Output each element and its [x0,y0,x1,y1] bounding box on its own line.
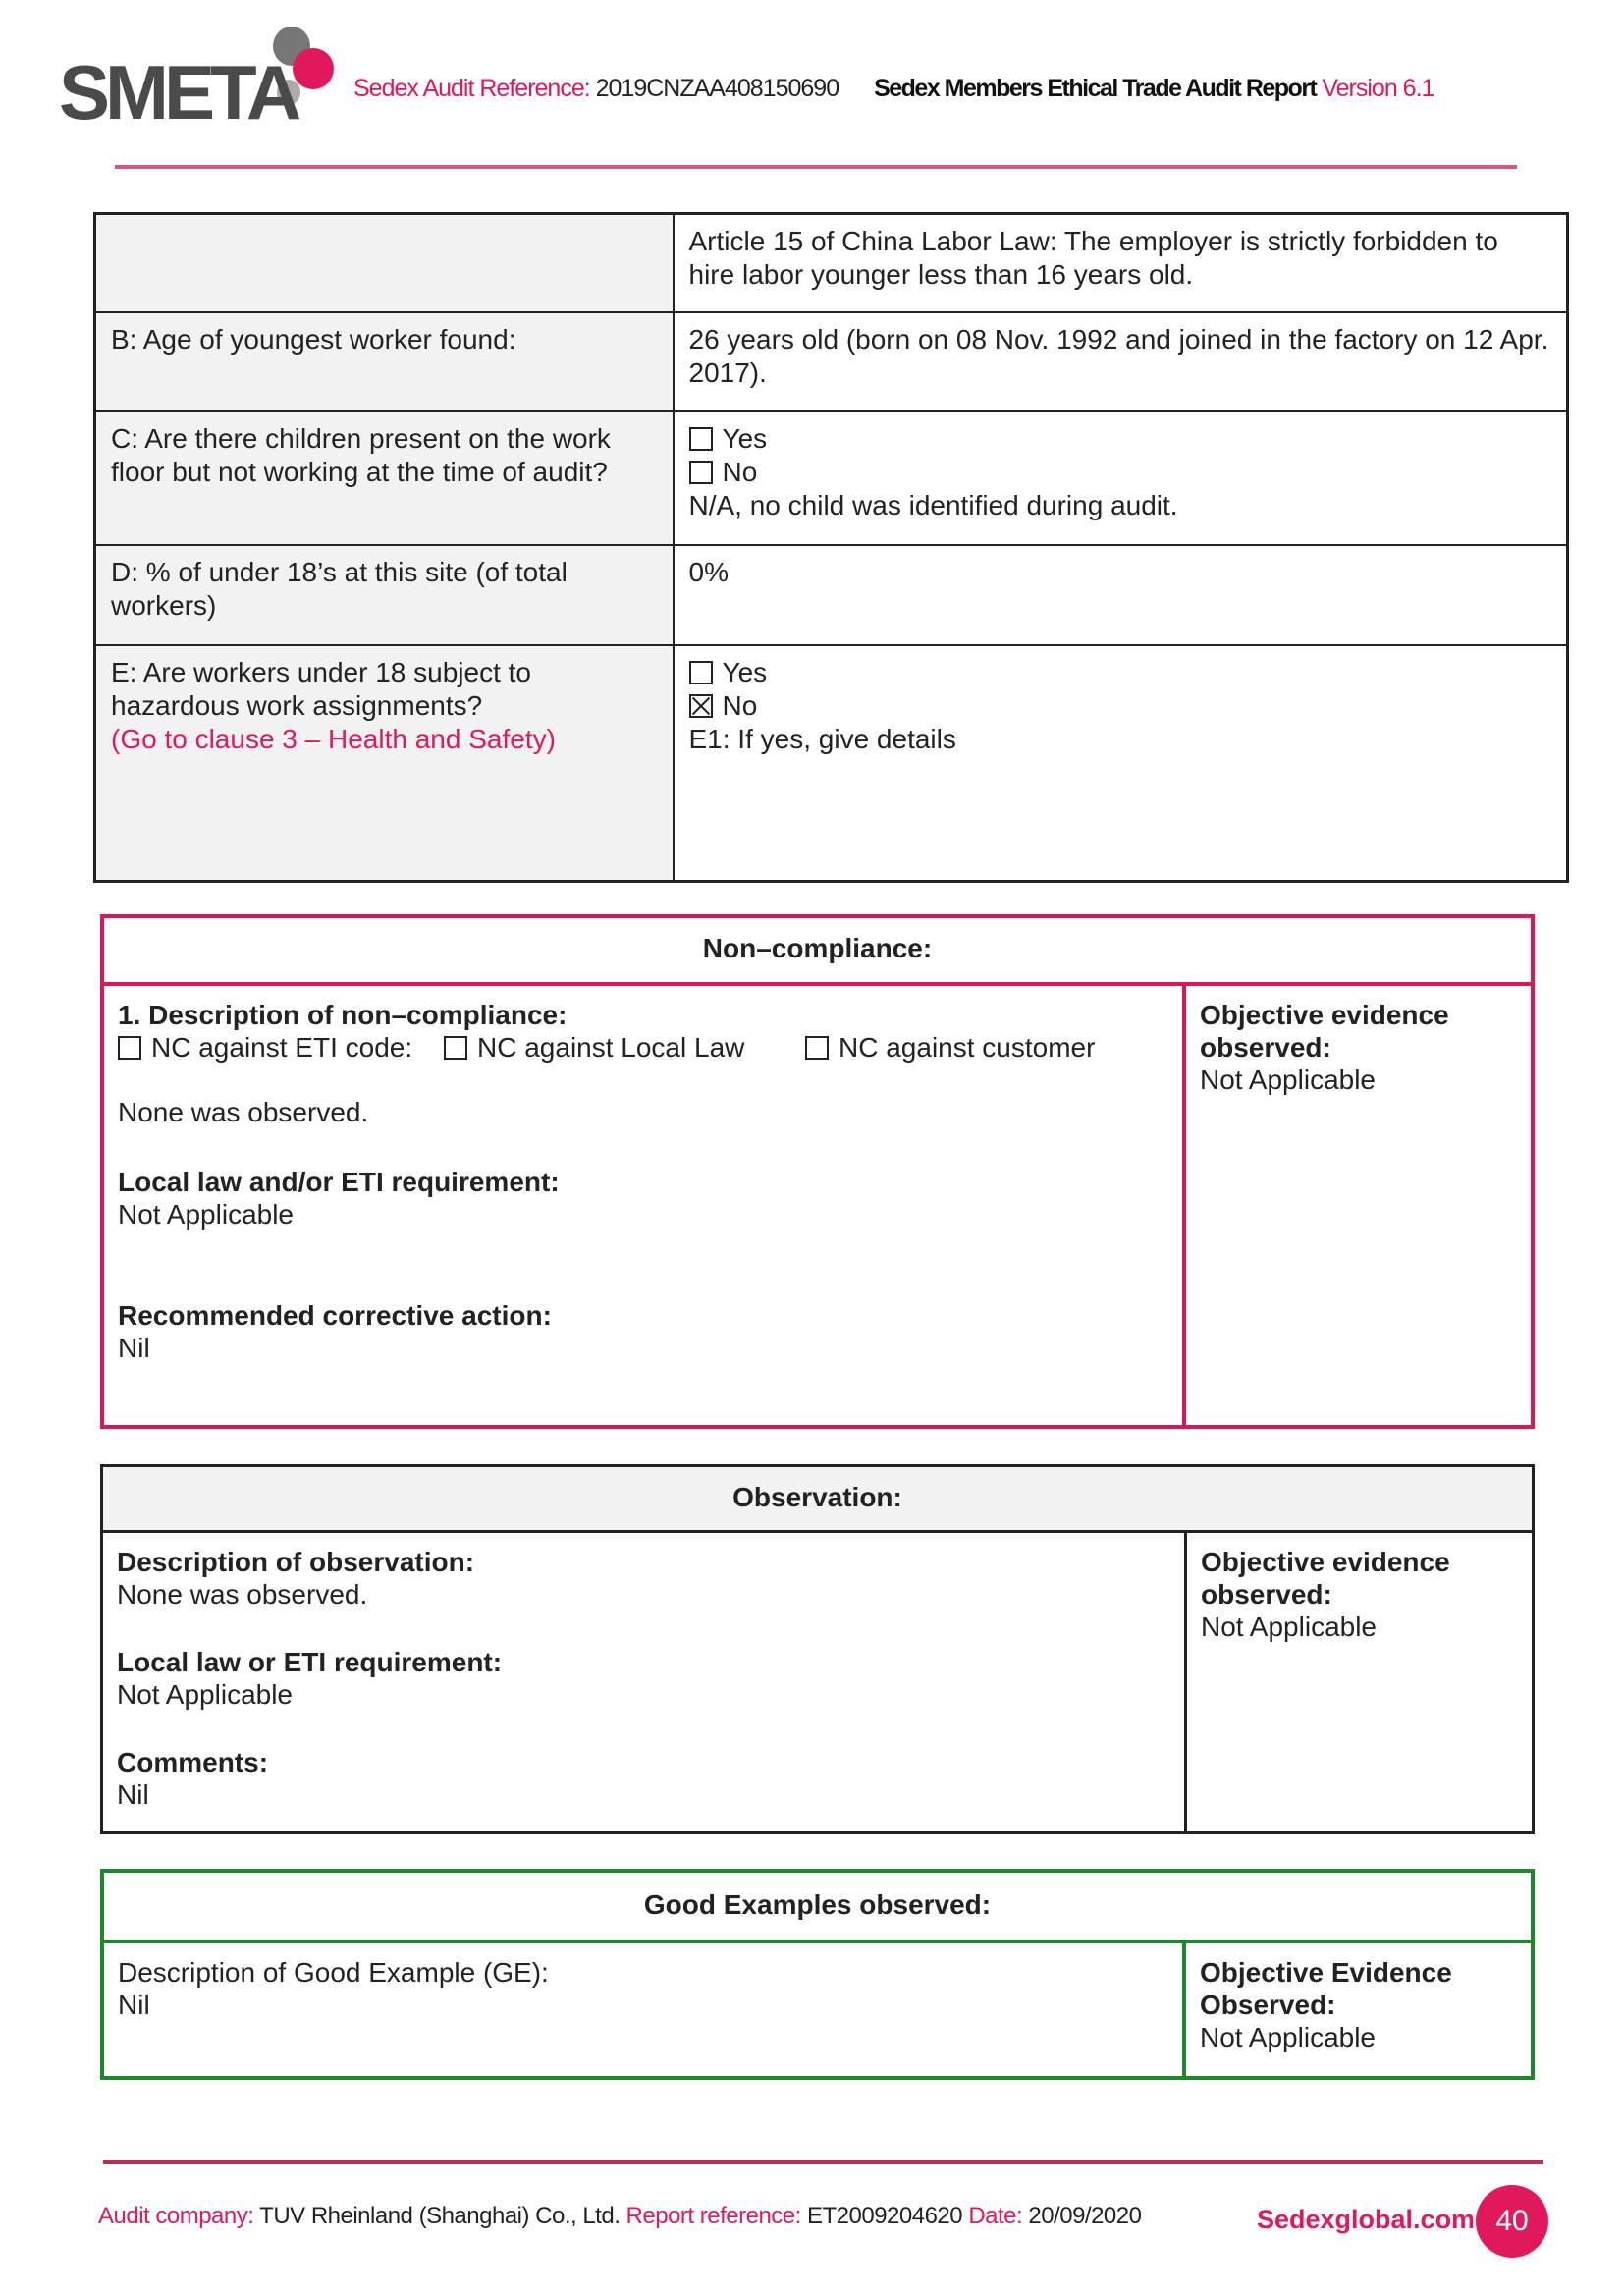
checkbox-yes[interactable] [689,427,713,451]
table-row [95,411,1568,545]
desc-label: Description of Good Example (GE): [118,1957,549,1988]
desc-label: Description of observation: [117,1547,475,1577]
row-value [674,645,1568,882]
date-label: Date: [968,2203,1023,2229]
question: E: Are workers under 18 subject to hazardous work assignments? [111,656,531,721]
health-safety-link[interactable]: (Go to clause 3 – Health and Safety) [111,723,556,754]
note: N/A, no child was identified during audit. [688,489,1178,520]
row-label: D: % of under 18’s at this site (of total workers) [95,545,674,645]
evidence-value: Not Applicable [1201,1612,1378,1642]
checkbox-nc-local-law[interactable] [444,1036,467,1060]
checkbox-no[interactable] [689,461,713,484]
version: Version 6.1 [1322,75,1434,102]
checkbox-nc-eti[interactable] [118,1036,141,1060]
row-value: 26 years old (born on 08 Nov. 1992 and joined in the factory on 12 Apr. 2017). [674,312,1568,411]
company-label: Audit company: [98,2203,254,2229]
desc-value: Nil [118,1990,150,2020]
action-label: Recommended corrective action: [118,1300,552,1331]
row-label: B: Age of youngest worker found: [95,312,674,411]
good-examples-box [100,1869,1535,2080]
table-row [95,645,1568,882]
law-value: Not Applicable [117,1679,294,1710]
checkbox-nc-customer[interactable] [805,1036,829,1060]
report-label: Report reference: [625,2203,801,2229]
page-number: 40 [1476,2185,1548,2258]
child-labour-table [93,212,1569,883]
desc-label: 1. Description of non–compliance: [118,1000,568,1030]
row-label [95,645,674,882]
desc-value: None was observed. [117,1579,368,1610]
section-title: Good Examples observed: [104,1873,1531,1943]
option-label: No [722,456,758,487]
section-title: Observation: [103,1467,1532,1533]
desc-value: None was observed. [118,1097,369,1127]
report-title: Sedex Members Ethical Trade Audit Report [874,75,1317,102]
row-label: C: Are there children present on the work floor but not working at the time of audit? [95,411,674,545]
law-value: Not Applicable [118,1199,295,1230]
evidence-label: Objective Evidence Observed: [1200,1957,1452,2020]
option-label: NC against Local Law [477,1032,745,1063]
law-label: Local law or ETI requirement: [117,1647,503,1677]
smeta-logo: SMETA [59,27,344,120]
option-label: NC against customer [839,1032,1096,1063]
option-label: No [722,689,758,721]
action-value: Nil [118,1333,150,1363]
section-title: Non–compliance: [104,918,1531,986]
noncompliance-box [100,914,1535,1429]
header-divider [115,165,1517,169]
row-value: 0% [674,545,1568,645]
option-label: NC against ETI code: [151,1032,413,1063]
row-label [95,214,674,312]
comments-value: Nil [117,1779,149,1810]
comments-label: Comments: [117,1747,269,1777]
table-row [95,545,1568,645]
note: E1: If yes, give details [688,723,956,754]
table-row [95,214,1568,312]
option-label: Yes [722,422,768,454]
report: ET2009204620 [806,2203,963,2229]
option-label: Yes [722,656,768,687]
table-row [95,312,1568,411]
checkbox-no-checked[interactable] [689,694,713,718]
evidence-label: Objective evidence observed: [1201,1547,1450,1610]
sedex-site-link[interactable]: Sedexglobal.com [1257,2205,1476,2234]
row-value: Article 15 of China Labor Law: The employer is strictly forbidden to hire labor younger less than 16 years old. [674,214,1568,312]
observation-box [100,1464,1535,1834]
footer-divider [103,2160,1543,2164]
ref-label: Sedex Audit Reference: [353,75,590,102]
checkbox-yes[interactable] [689,661,713,684]
evidence-value: Not Applicable [1200,2022,1377,2052]
company: TUV Rheinland (Shanghai) Co., Ltd. [259,2203,621,2229]
ref-value: 2019CNZAA408150690 [595,75,839,102]
evidence-value: Not Applicable [1200,1065,1377,1095]
header-bar [353,75,1434,103]
law-label: Local law and/or ETI requirement: [118,1167,560,1197]
footer-info [98,2203,1141,2230]
date: 20/09/2020 [1028,2203,1142,2229]
evidence-label: Objective evidence observed: [1200,1000,1449,1063]
row-value [674,411,1568,545]
